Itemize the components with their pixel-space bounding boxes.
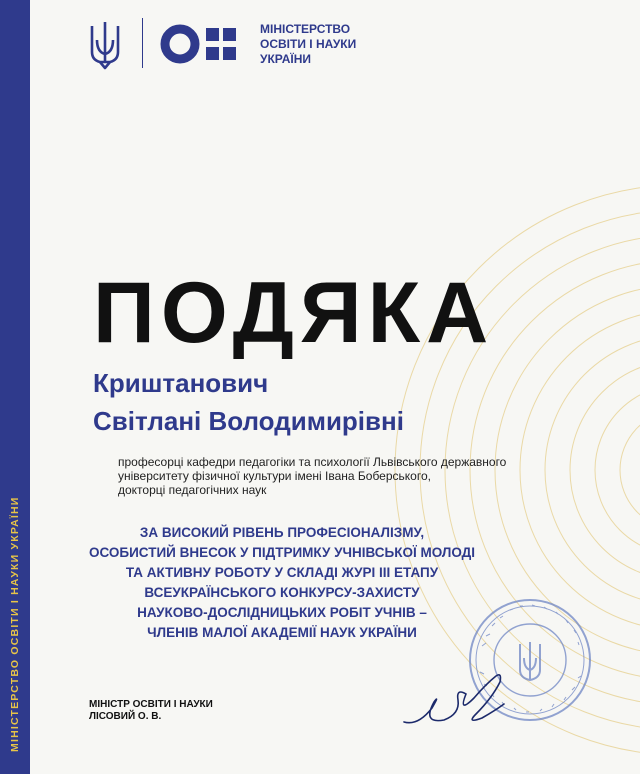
ministry-name-line1: МІНІСТЕРСТВО bbox=[260, 22, 351, 36]
trident-icon bbox=[88, 18, 122, 70]
sidebar-ministry-text: МІНІСТЕРСТВО ОСВІТИ І НАУКИ УКРАЇНИ bbox=[9, 496, 21, 752]
signatory bbox=[89, 699, 213, 723]
ministry-name-line3: УКРАЇНИ bbox=[260, 52, 312, 66]
merit-line: ЧЛЕНІВ МАЛОЇ АКАДЕМІЇ НАУК УКРАЇНИ bbox=[147, 625, 417, 640]
recipient-name-line1: Криштанович bbox=[93, 368, 269, 398]
signature bbox=[400, 664, 510, 734]
recipient-name bbox=[93, 364, 404, 440]
merit-line: ОСОБИСТИЙ ВНЕСОК У ПІДТРИМКУ УЧНІВСЬКОЇ МОЛОДІ bbox=[88, 545, 476, 560]
sidebar-band bbox=[0, 0, 30, 774]
ministry-name-line2: ОСВІТИ І НАУКИ bbox=[260, 37, 357, 51]
header-divider bbox=[142, 18, 143, 68]
merit-line: НАУКОВО-ДОСЛІДНИЦЬКИХ РОБІТ УЧНІВ – bbox=[137, 605, 427, 620]
merit-line: ВСЕУКРАЇНСЬКОГО КОНКУРСУ-ЗАХИСТУ bbox=[144, 585, 420, 600]
position-line: докторці педагогічних наук bbox=[118, 483, 267, 497]
position-line: професорці кафедри педагогіки та психології Львівського державного bbox=[118, 455, 507, 469]
certificate-title: ПОДЯКА bbox=[93, 265, 495, 361]
recipient-name-line2: Світлані Володимирівні bbox=[93, 406, 404, 436]
position-line: університету фізичної культури імені Івана Боберського, bbox=[118, 469, 431, 483]
signatory-title: МІНІСТР ОСВІТИ І НАУКИ bbox=[89, 699, 213, 710]
ministry-name bbox=[260, 22, 356, 67]
merit-statement bbox=[84, 523, 480, 643]
merit-line: ТА АКТИВНУ РОБОТУ У СКЛАДІ ЖУРІ ІІІ ЕТАПУ bbox=[125, 565, 439, 580]
signatory-name: ЛІСОВИЙ О. В. bbox=[89, 711, 162, 722]
mon-logo-icon bbox=[160, 24, 246, 64]
recipient-position bbox=[118, 455, 506, 497]
merit-line: ЗА ВИСОКИЙ РІВЕНЬ ПРОФЕСІОНАЛІЗМУ, bbox=[139, 525, 425, 540]
